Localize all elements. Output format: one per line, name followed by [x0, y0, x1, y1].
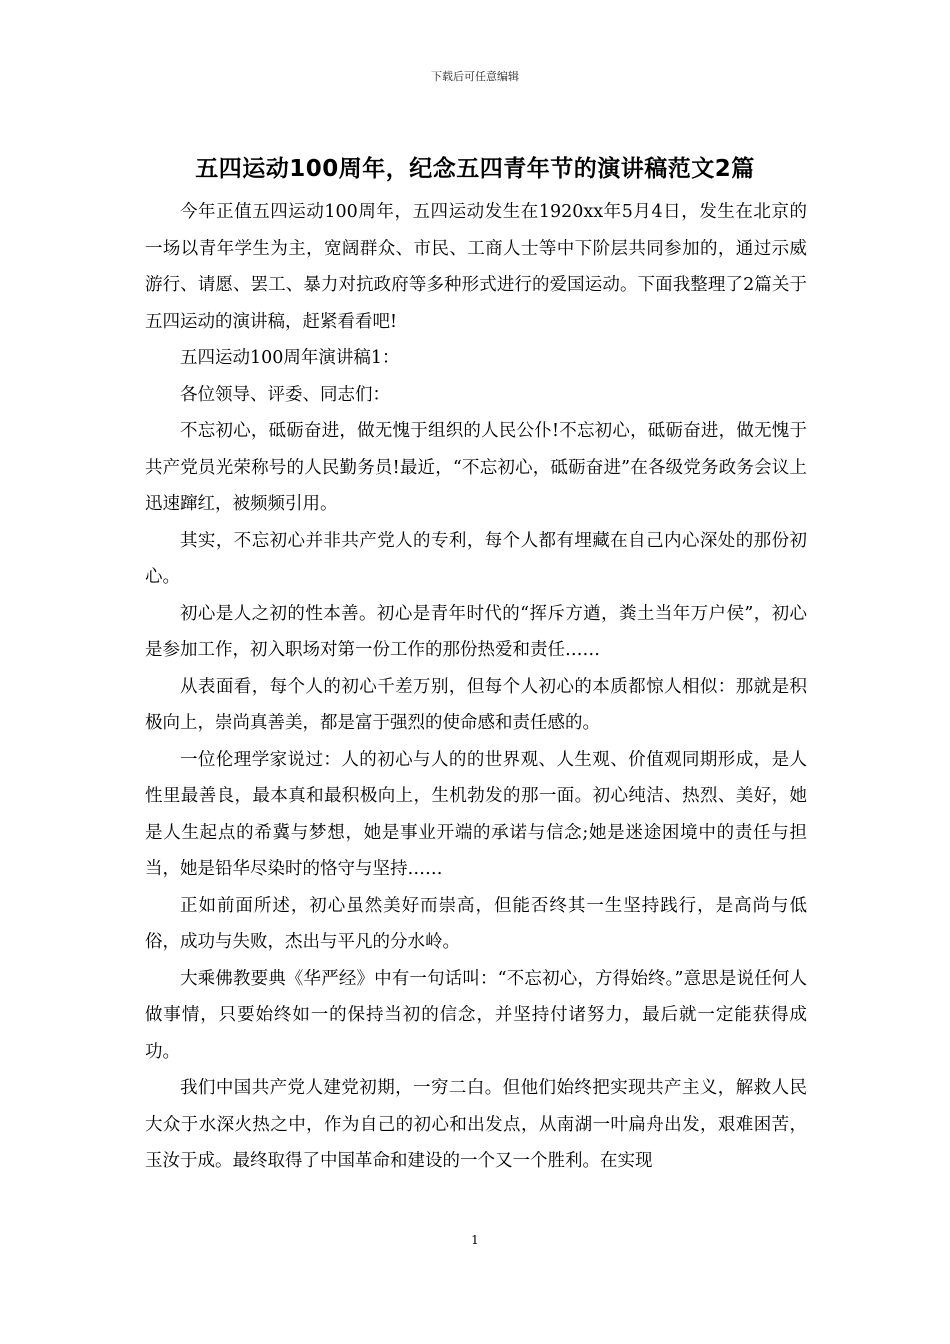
paragraph: 其实，不忘初心并非共产党人的专利，每个人都有埋藏在自己内心深处的那份初心。 — [145, 530, 807, 587]
paragraph: 大乘佛教要典《华严经》中有一句话叫：“不忘初心，方得始终。”意思是说任何人做事情，只要始终如一的保持当初的信念，并坚持付诸努力，最后就一定能获得成功。 — [145, 968, 807, 1062]
paragraph-salutation: 各位领导、评委、同志们： — [180, 384, 390, 405]
paragraph: 从表面看，每个人的初心千差万别，但每个人初心的本质都惊人相似：那就是积极向上，崇尚真善美，都是富于强烈的使命感和责任感的。 — [145, 676, 807, 733]
paragraph: 我们中国共产党人建党初期，一穷二白。但他们始终把实现共产主义，解救人民大众于水深火热之中，作为自己的初心和出发点，从南湖一叶扁舟出发，艰难困苦，玉汝于成。最终取得了中国革命和建设的一个又一个胜利。在实现 — [145, 1078, 807, 1171]
paragraph-speech-heading: 五四运动100周年演讲稿1： — [180, 348, 400, 368]
paragraph: 不忘初心，砥砺奋进，做无愧于组织的人民公仆!不忘初心，砥砺奋进，做无愧于共产党员光荣称号的人民勤务员!最近，“不忘初心，砥砺奋进”在各级党务政务会议上迅速蹿红，被频频引用。 — [145, 421, 807, 514]
paragraph: 初心是人之初的性本善。初心是青年时代的“挥斥方遒，粪土当年万户侯”，初心是参加工作，初入职场对第一份工作的那份热爱和责任…… — [145, 603, 807, 660]
paragraph: 一位伦理学家说过：人的初心与人的的世界观、人生观、价值观同期形成，是人性里最善良，最本真和最积极向上，生机勃发的那一面。初心纯洁、热烈、美好，她是人生起点的希冀与梦想，她是事业开端的承诺与信念;她是迷途困境中的责任与担当，她是铅华尽染时的恪守与坚持…… — [145, 749, 807, 879]
paragraph-intro: 今年正值五四运动100周年，五四运动发生在1920xx年5月4日，发生在北京的一场以青年学生为主，宽阔群众、市民、工商人士等中下阶层共同参加的，通过示威游行、请愿、罢工、暴力对抗政府等多种形式进行的爱国运动。下面我整理了2篇关于五四运动的演讲稿，赶紧看看吧! — [145, 202, 807, 332]
header-note: 下载后可任意编辑 — [431, 70, 519, 83]
document-body — [145, 194, 807, 1180]
document-title: 五四运动100周年，纪念五四青年节的演讲稿范文2篇 — [195, 156, 755, 182]
paragraph: 正如前面所述，初心虽然美好而崇高，但能否终其一生坚持践行，是高尚与低俗，成功与失败，杰出与平凡的分水岭。 — [145, 895, 807, 952]
page-number: 1 — [471, 1233, 479, 1247]
